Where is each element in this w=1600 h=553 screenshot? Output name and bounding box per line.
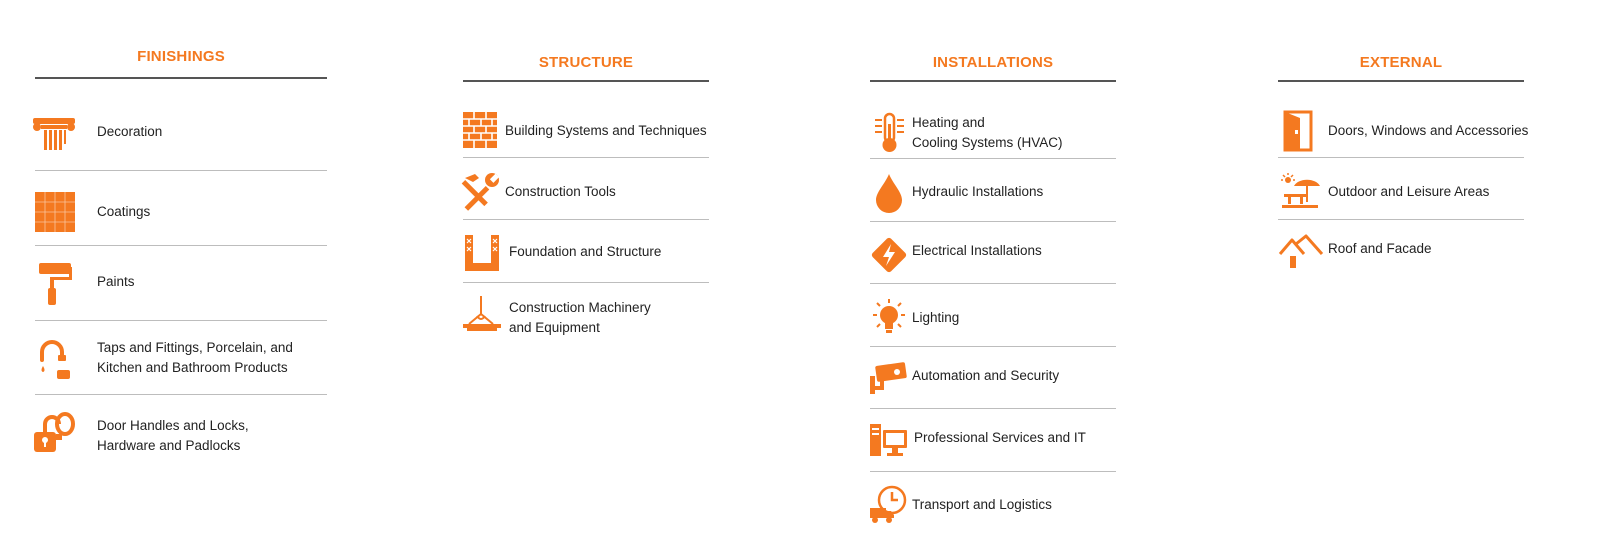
category-item-professional-services[interactable] bbox=[870, 420, 1116, 464]
crane-hook-icon bbox=[461, 296, 503, 336]
tiles-icon bbox=[33, 188, 79, 234]
delivery-truck-clock-icon bbox=[868, 484, 910, 526]
category-item-paints[interactable] bbox=[35, 260, 327, 308]
category-label: Electrical Installations bbox=[912, 243, 1042, 258]
category-item-transport-logistics[interactable] bbox=[870, 484, 1116, 528]
category-label: Outdoor and Leisure Areas bbox=[1328, 184, 1490, 199]
category-label: Transport and Logistics bbox=[912, 497, 1052, 512]
category-item-taps-fittings[interactable] bbox=[35, 336, 327, 384]
category-label: Roof and Facade bbox=[1328, 241, 1432, 256]
roof-icon bbox=[1278, 232, 1324, 272]
door-icon bbox=[1282, 110, 1318, 152]
item-divider bbox=[35, 320, 327, 321]
column-title: INSTALLATIONS bbox=[932, 54, 1054, 71]
category-item-foundation-structure[interactable] bbox=[463, 233, 709, 277]
category-item-hvac[interactable] bbox=[870, 112, 1116, 156]
brick-wall-icon bbox=[461, 110, 501, 150]
item-divider bbox=[35, 245, 327, 246]
item-divider bbox=[870, 346, 1116, 347]
category-label: Hydraulic Installations bbox=[912, 184, 1044, 199]
category-label: Construction Tools bbox=[505, 184, 616, 199]
beach-umbrella-icon bbox=[1280, 172, 1322, 212]
category-label: Construction Machinery and Equipment bbox=[509, 300, 651, 335]
category-item-automation-security[interactable] bbox=[870, 358, 1116, 402]
category-label: Professional Services and IT bbox=[914, 430, 1086, 445]
item-divider bbox=[870, 283, 1116, 284]
category-item-building-systems[interactable] bbox=[463, 110, 709, 154]
column-capital-icon bbox=[31, 108, 77, 154]
item-divider bbox=[870, 408, 1116, 409]
item-divider bbox=[463, 157, 709, 158]
item-divider bbox=[870, 158, 1116, 159]
category-label: Doors, Windows and Accessories bbox=[1328, 123, 1529, 138]
item-divider bbox=[1278, 219, 1524, 220]
thermometer-icon bbox=[870, 112, 910, 154]
column-divider bbox=[463, 80, 709, 82]
column-title: STRUCTURE bbox=[538, 54, 634, 71]
category-label: Building Systems and Techniques bbox=[505, 123, 707, 138]
water-drop-icon bbox=[870, 172, 910, 214]
column-divider bbox=[870, 80, 1116, 82]
light-bulb-icon bbox=[870, 298, 910, 338]
padlock-icon bbox=[31, 410, 77, 456]
category-item-construction-tools[interactable] bbox=[463, 172, 709, 216]
security-camera-icon bbox=[868, 358, 910, 398]
category-label: Automation and Security bbox=[912, 368, 1060, 383]
item-divider bbox=[463, 219, 709, 220]
category-item-hydraulic[interactable] bbox=[870, 172, 1116, 216]
category-label: Heating and Cooling Systems (HVAC) bbox=[912, 115, 1063, 150]
category-item-coatings[interactable] bbox=[35, 188, 327, 236]
category-item-door-handles[interactable] bbox=[35, 410, 327, 458]
category-label: Foundation and Structure bbox=[509, 244, 662, 259]
category-label: Lighting bbox=[912, 310, 960, 325]
item-divider bbox=[463, 282, 709, 283]
paint-roller-icon bbox=[33, 260, 79, 306]
category-item-outdoor-leisure[interactable] bbox=[1278, 172, 1524, 216]
category-item-doors-windows[interactable] bbox=[1278, 110, 1529, 154]
item-divider bbox=[35, 394, 327, 395]
column-divider bbox=[35, 77, 327, 79]
item-divider bbox=[35, 170, 327, 171]
category-label: Paints bbox=[97, 274, 135, 289]
electric-warning-icon bbox=[868, 234, 910, 276]
category-label: Door Handles and Locks, Hardware and Padlocks bbox=[97, 418, 249, 453]
item-divider bbox=[870, 221, 1116, 222]
faucet-icon bbox=[33, 336, 79, 382]
category-item-electrical[interactable] bbox=[870, 234, 1116, 278]
category-item-roof-facade[interactable] bbox=[1278, 232, 1524, 276]
computer-icon bbox=[868, 420, 910, 460]
category-label: Taps and Fittings, Porcelain, and Kitchen and Bathroom Products bbox=[97, 340, 293, 375]
foundation-icon bbox=[463, 233, 503, 273]
category-label: Decoration bbox=[97, 124, 163, 139]
category-item-decoration[interactable] bbox=[35, 108, 327, 156]
column-divider bbox=[1278, 80, 1524, 82]
item-divider bbox=[1278, 157, 1524, 158]
category-item-lighting[interactable] bbox=[870, 298, 1116, 342]
column-title: EXTERNAL bbox=[1359, 54, 1443, 71]
category-item-construction-machinery[interactable] bbox=[463, 296, 709, 340]
hammer-wrench-icon bbox=[461, 172, 501, 212]
item-divider bbox=[870, 471, 1116, 472]
column-title: FINISHINGS bbox=[137, 48, 225, 65]
category-label: Coatings bbox=[97, 204, 151, 219]
